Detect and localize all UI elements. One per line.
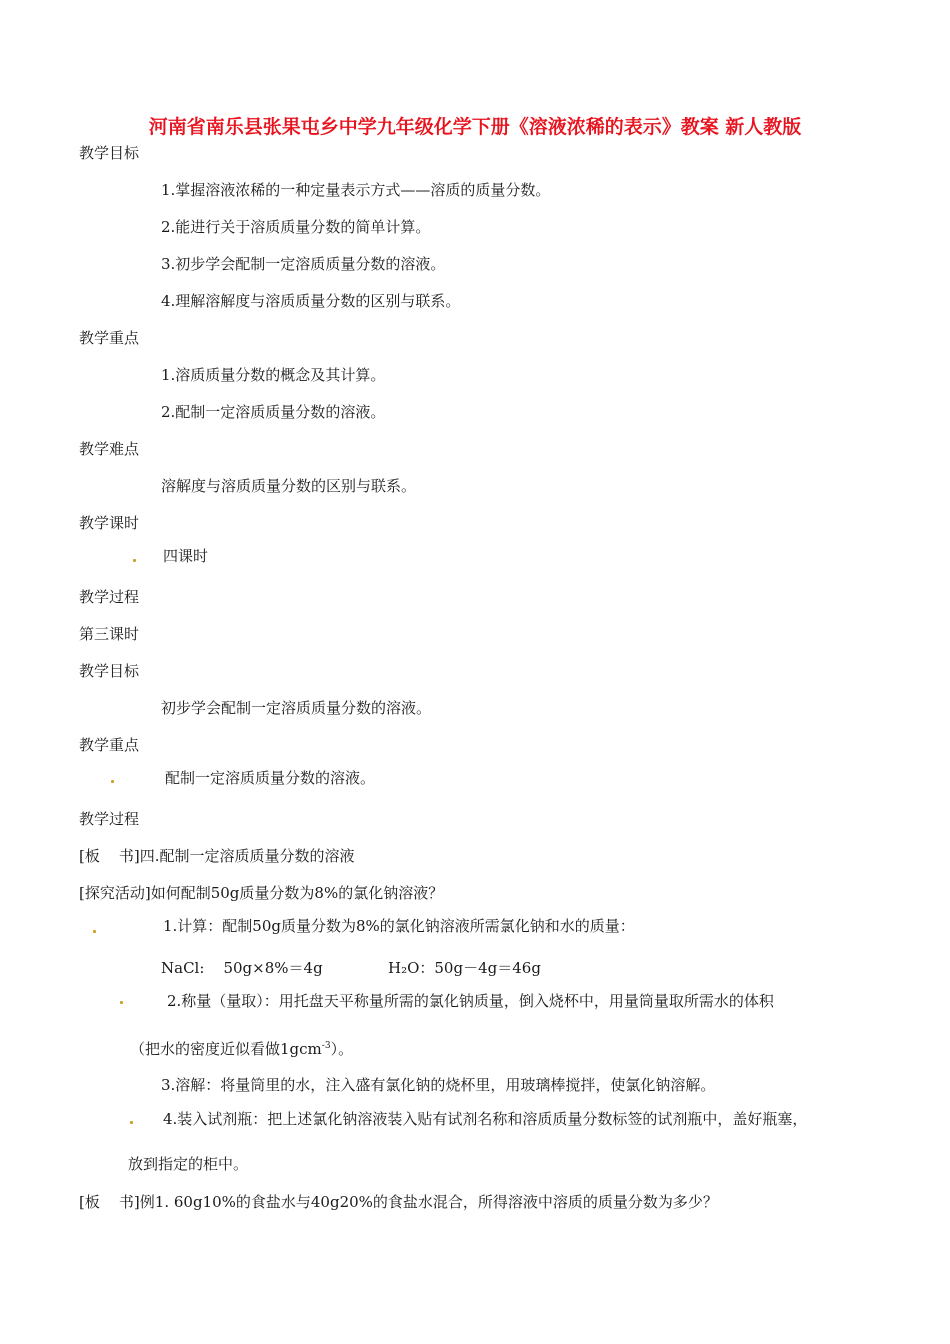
calc-water: H₂O：50g－4g＝46g [388, 959, 541, 977]
calc-nacl: NaCl: 50g×8%＝4g [161, 959, 323, 977]
objective-item: 2.能进行关于溶质质量分数的简单计算。 [161, 218, 431, 236]
key-point-item: 1.溶质质量分数的概念及其计算。 [161, 366, 386, 384]
step-item: 1.计算：配制50g质量分数为8%的氯化钠溶液所需氯化钠和水的质量： [163, 917, 635, 935]
document-title: 河南省南乐县张果屯乡中学九年级化学下册《溶液浓稀的表示》教案 新人教版 [148, 116, 802, 138]
step-item-continued: 放到指定的柜中。 [128, 1155, 249, 1173]
activity-prompt: [探究活动]如何配制50g质量分数为8%的氯化钠溶液？ [79, 884, 444, 902]
section-heading: 教学重点 [79, 736, 140, 754]
decorative-dot [130, 1121, 133, 1124]
objective-item: 3.初步学会配制一定溶质质量分数的溶液。 [161, 255, 446, 273]
section-heading: 教学过程 [79, 810, 140, 828]
section-heading: 教学目标 [79, 662, 140, 680]
section-heading: 教学重点 [79, 329, 140, 347]
board-example: [板 书]例1. 60g10%的食盐水与40g20%的食盐水混合，所得溶液中溶质的质量分数为多少？ [79, 1193, 718, 1211]
step-item: 4.装入试剂瓶：把上述氯化钠溶液装入贴有试剂名称和溶质质量分数标签的试剂瓶中，盖好瓶塞， [163, 1110, 808, 1128]
lesson-number: 第三课时 [79, 625, 140, 643]
step-item: 2.称量（量取）：用托盘天平称量所需的氯化钠质量，倒入烧杯中，用量筒量取所需水的体积 [167, 992, 774, 1010]
key-point-item: 2.配制一定溶质质量分数的溶液。 [161, 403, 386, 421]
section-heading: 教学目标 [79, 144, 140, 162]
decorative-dot [133, 559, 136, 562]
class-hours-text: 四课时 [163, 547, 209, 565]
decorative-dot [120, 1001, 123, 1004]
objective-item: 1.掌握溶液浓稀的一种定量表示方式——溶质的质量分数。 [161, 181, 551, 199]
board-note: [板 书]四.配制一定溶质质量分数的溶液 [79, 847, 355, 865]
step-item: 3.溶解：将量筒里的水，注入盛有氯化钠的烧杯里，用玻璃棒搅拌，使氯化钠溶解。 [161, 1076, 716, 1094]
section-heading: 教学课时 [79, 514, 140, 532]
key-point-item: 配制一定溶质质量分数的溶液。 [165, 769, 376, 787]
decorative-dot [93, 930, 96, 933]
objective-item: 初步学会配制一定溶质质量分数的溶液。 [161, 699, 432, 717]
section-heading: 教学难点 [79, 440, 140, 458]
objective-item: 4.理解溶解度与溶质质量分数的区别与联系。 [161, 292, 461, 310]
difficulty-text: 溶解度与溶质质量分数的区别与联系。 [161, 477, 417, 495]
section-heading: 教学过程 [79, 588, 140, 606]
decorative-dot [111, 780, 114, 783]
step-item-continued: （把水的密度近似看做1gcm$^{-3}$）。 [130, 1040, 354, 1058]
